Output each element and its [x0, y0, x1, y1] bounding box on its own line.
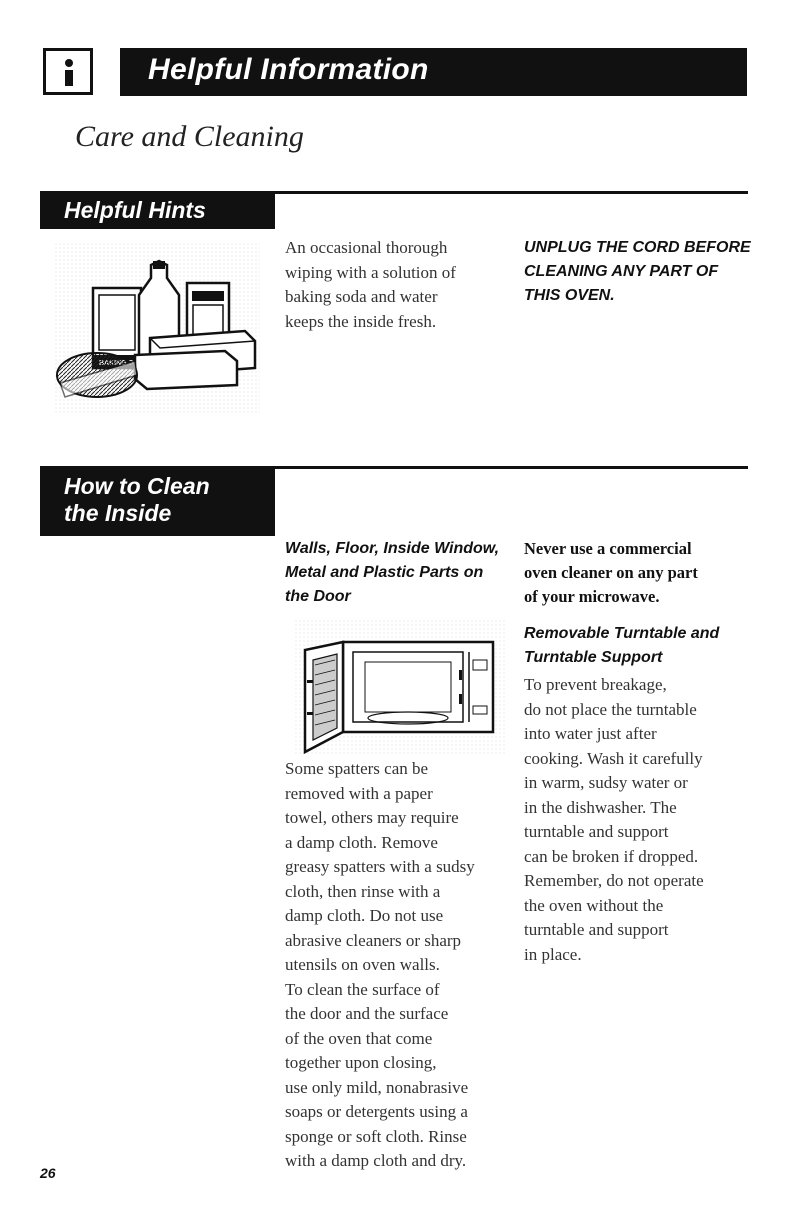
page-title: Care and Cleaning [75, 120, 304, 153]
page-number: 26 [40, 1165, 56, 1181]
tab-how-to-clean-inside: How to Clean the Inside [40, 466, 275, 536]
walls-heading: Walls, Floor, Inside Window, Metal and Plastic Parts on the Door [285, 540, 500, 605]
commercial-cleaner-warning: Never use a commercial oven cleaner on any part of your microwave. [524, 539, 698, 606]
hints-paragraph: An occasional thorough wiping with a solution of baking soda and water keeps the inside fresh. [285, 238, 456, 331]
turntable-heading: Removable Turntable and Turntable Support [524, 625, 720, 666]
banner-title: Helpful Information [148, 53, 429, 86]
info-icon [43, 48, 93, 95]
turntable-body: To prevent breakage, do not place the turntable into water just after cooking. Wash it carefully in warm, sudsy water or in the dishwasher. The turntable and support can be broken if dropped. Remember, do not operate the oven without the turntable and support in place. [524, 675, 704, 964]
tab-helpful-hints: Helpful Hints [40, 191, 275, 229]
unplug-warning: UNPLUG THE CORD BEFORE CLEANING ANY PART OF THIS OVEN. [524, 239, 751, 304]
microwave-illustration [283, 620, 505, 755]
cleaning-supplies-illustration [55, 243, 260, 413]
walls-body: Some spatters can be removed with a paper towel, others may require a damp cloth. Remove greasy spatters with a sudsy cloth, then rinse with a damp cloth. Do not use abrasive cleaners or sharp utensils on oven walls. To clean the surface of the door and the surface of the oven that come together upon closing, use only mild, nonabrasive soaps or detergents using a sponge or soft cloth. Rinse with a damp cloth and dry. [285, 759, 475, 1170]
